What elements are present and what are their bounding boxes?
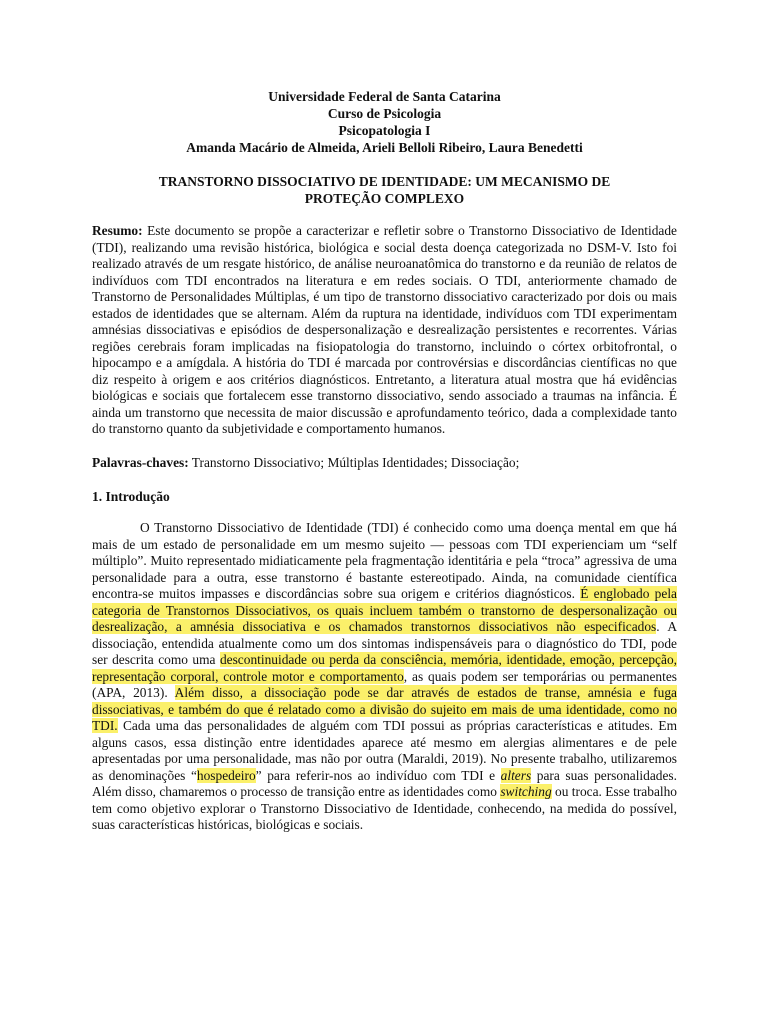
intro-highlight-switching: switching — [500, 784, 552, 799]
intro-highlight-1: É englobado pela categoria de Transtornos Dissociativos, os quais incluem também o transtorno de despersonalização ou desrealização, a amnésia dissociativa e os chamados transtornos dissociativos não especificados — [92, 586, 677, 634]
abstract-text: Este documento se propõe a caracterizar e refletir sobre o Transtorno Dissociativo de Identidade (TDI), realizando uma revisão histórica, biológica e social desta doença categorizada no DSM-V. Isto foi realizado através de um resgate histórico, de análise neuroanatômica do transtorno e da reunião de relatos de indivíduos com TDI encontrados na literatura e em redes sociais. O TDI, anteriormente chamado de Transtorno de Personalidades Múltiplas, é um tipo de transtorno dissociativo caracterizado por dois ou mais estados de identidades que se alternam. Além da ruptura na identidade, indivíduos com TDI experimentam amnésias dissociativas e episódios de despersonalização e desrealização persistentes e recorrentes. Várias regiões cerebrais foram implicadas na fisiopatologia do transtorno, incluindo o córtex orbitofrontal, o hipocampo e a amígdala. A história do TDI é marcada por controvérsias e discordâncias científicas no que diz respeito à origem e aos critérios diagnósticos. Entretanto, a literatura atual mostra que há evidências biológicas e sociais que fortalecem esse transtorno dissociativo, sendo associado a traumas na infância. É ainda um transtorno que necessita de maior discussão e aprofundamento teórico, dada a complexidade tanto do transtorno quanto da subjetividade e comportamento humanos. — [92, 223, 677, 436]
keywords-text: Transtorno Dissociativo; Múltiplas Identidades; Dissociação; — [188, 454, 520, 470]
intro-text-4: Cada uma das personalidades de alguém com TDI possui as próprias características e atitudes. Em alguns casos, essa distinção entre identidades aparece até mesmo em alergias alimentares e de pele apresentadas por uma personalidade, mas não por outra (Maraldi, 2019). No presente trabalho, utilizaremos as denominações “ — [92, 718, 677, 783]
university-name: Universidade Federal de Santa Catarina — [268, 89, 501, 104]
intro-text-7: ou troca. Esse trabalho tem como objetivo explorar o Transtorno Dissociativo de Identidade, conhecendo, na medida do possível, suas características históricas, biológicas e sociais. — [92, 784, 677, 832]
intro-highlight-3: Além disso, a dissociação pode se dar através de estados de transe, amnésia e fuga dissociativas, e também do que é relatado como a divisão do sujeito em mais de uma identidade, como no TDI. — [92, 685, 677, 733]
subject-name: Psicopatologia I — [338, 123, 431, 138]
authors-line: Amanda Macário de Almeida, Arieli Belloli Ribeiro, Laura Benedetti — [186, 140, 583, 155]
course-name: Curso de Psicologia — [327, 106, 442, 121]
abstract-label: Resumo: — [92, 223, 143, 238]
intro-text-1: O Transtorno Dissociativo de Identidade (TDI) é conhecido como uma doença mental em que há mais de um estado de personalidade em um mesmo sujeito — pessoas com TDI experienciam um “self múltiplo”. Muito representado midiaticamente pela fragmentação identitária e pela “troca” agressiva de uma personalidade para a outra, esse transtorno é bastante estereotipado. Ainda, na comunidade científica encontra-se muitos impasses e discordâncias sobre sua origem e critérios diagnósticos. — [92, 520, 677, 601]
intro-highlight-hospedeiro: hospedeiro — [196, 767, 256, 783]
abstract-paragraph — [92, 223, 677, 438]
introduction-paragraph — [92, 520, 677, 834]
intro-text-5: ” para referir-nos ao indivíduo com TDI e — [255, 767, 501, 783]
intro-highlight-alters: alters — [500, 767, 532, 783]
section-heading-introduction: 1. Introdução — [92, 489, 170, 504]
intro-text-2: . A dissociação, entendida atualmente como um dos sintomas indispensáveis para o diagnóstico do TDI, pode ser descrita como uma — [92, 619, 677, 667]
document-title: TRANSTORNO DISSOCIATIVO DE IDENTIDADE: UM MECANISMO DE PROTEÇÃO COMPLEXO — [158, 174, 611, 206]
intro-text-6: para suas personalidades. Além disso, chamaremos o processo de transição entre as identidades como — [92, 767, 677, 799]
keywords-label: Palavras-chaves: — [92, 454, 189, 470]
intro-text-3: , as quais podem ser temporárias ou permanentes (APA, 2013). — [92, 668, 677, 700]
document-header — [92, 88, 677, 156]
intro-highlight-2: descontinuidade ou perda da consciência, memória, identidade, emoção, percepção, representação corporal, controle motor e comportamento — [92, 652, 677, 684]
keywords-paragraph — [92, 455, 677, 472]
